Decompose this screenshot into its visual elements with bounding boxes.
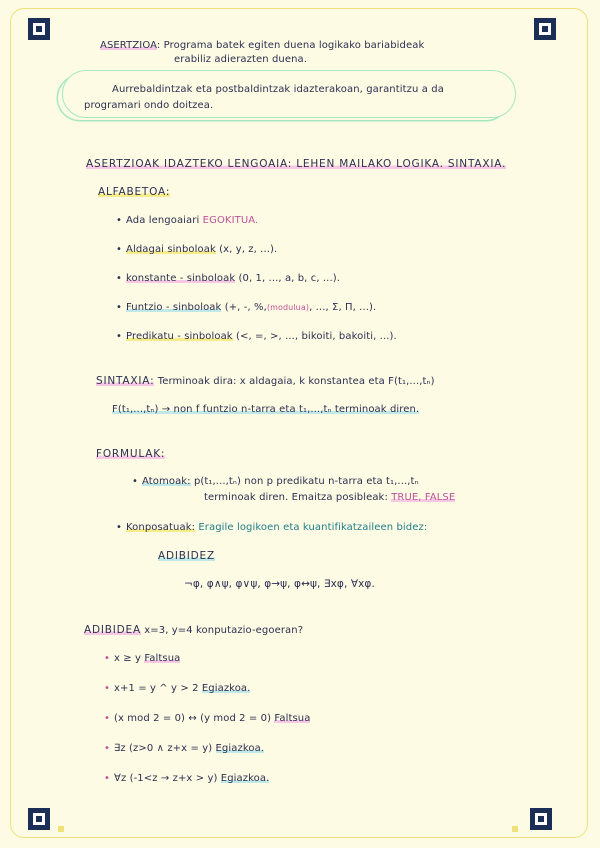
- atomoak-text2: terminoak diren. Emaitza posibleak:: [204, 492, 388, 503]
- sintaxia-line1: [96, 375, 435, 387]
- sintaxia-text2: F(t₁,...,tₙ) → non f funtzio n-tarra eta t₁,...,tₙ terminoak diren.: [112, 404, 420, 415]
- adibidea-result: Faltsua: [274, 713, 311, 724]
- bullet: •: [104, 653, 110, 664]
- alfabetoa-item-label: Predikatu - sinboloak: [126, 331, 233, 342]
- bullet: •: [116, 244, 122, 255]
- bullet: •: [116, 215, 122, 226]
- adibidea-expr: x ≥ y: [114, 653, 142, 664]
- konposatuak-label: Konposatuak:: [126, 522, 196, 533]
- adibidez-text: ADIBIDEZ: [158, 550, 215, 562]
- alfabetoa-item: [126, 273, 340, 284]
- alfabetoa-item-label: Aldagai sinboloak: [126, 244, 216, 255]
- sintaxia-term: SINTAXIA:: [96, 375, 155, 387]
- asertzioa-term: ASERTZIOA: [100, 40, 157, 51]
- note-line2: programari ondo doitzea.: [84, 100, 214, 111]
- adibidea-result: Faltsua: [144, 653, 181, 664]
- adibidea-heading: ADIBIDEA: [84, 624, 141, 636]
- bullet: •: [116, 302, 122, 313]
- adibidea-result: Egiazkoa.: [201, 683, 251, 694]
- note-line1: Aurrebaldintzak eta postbaldintzak idazterakoan, garantitzu a da: [112, 84, 444, 95]
- alfabetoa-item-label: Funtzio - sinboloak: [126, 302, 222, 313]
- bullet: •: [104, 713, 110, 724]
- corner-mark-top-right: [534, 18, 556, 40]
- adibidea-expr: ∀z (-1<z → z+x > y): [114, 773, 218, 784]
- sintaxia-text1: Terminoak dira: x aldagaia, k konstantea eta F(t₁,...,tₙ): [157, 376, 435, 387]
- alfabetoa-heading-text: ALFABETOA:: [98, 186, 171, 198]
- asertzioa-def-line2: erabiliz adierazten duena.: [174, 54, 308, 65]
- alfabetoa-heading: [98, 186, 170, 198]
- adibidea-line: [84, 624, 303, 636]
- adibidea-expr: x+1 = y ^ y > 2: [114, 683, 199, 694]
- formulak-heading-text: FORMULAK:: [96, 448, 166, 460]
- formulak-heading: [96, 448, 165, 460]
- bullet: •: [116, 522, 122, 533]
- atomoak-text1: p(t₁,...,tₙ) non p predikatu n-tarra eta t₁,...,tₙ: [193, 476, 419, 487]
- bullet: •: [132, 476, 138, 487]
- adibidea-item: [114, 713, 310, 724]
- alfabetoa-item-value: (x, y, z, ...).: [219, 244, 278, 255]
- formula-examples: ¬φ, φ∧ψ, φ∨ψ, φ→ψ, φ↔ψ, ∃xφ, ∀xφ.: [184, 578, 375, 590]
- atomoak-values: TRUE, FALSE: [391, 492, 456, 503]
- alfabetoa-item-extra: (modulua): [266, 303, 310, 312]
- asertzioa-def-line1: : Programa batek egiten duena logikako bariabideak: [156, 40, 425, 51]
- alfabetoa-item: [126, 331, 397, 342]
- adibidea-item: [114, 743, 264, 754]
- adibidea-item: [114, 773, 269, 784]
- adibidea-expr: (x mod 2 = 0) ↔ (y mod 2 = 0): [114, 713, 272, 724]
- adibidea-result: Egiazkoa.: [215, 743, 265, 754]
- alfabetoa-item-value: (<, =, >, ..., bikoiti, bakoiti, ...).: [235, 331, 397, 342]
- alfabetoa-item: [126, 244, 277, 255]
- corner-dot: [512, 826, 518, 832]
- alfabetoa-item-value: EGOKITUA.: [202, 215, 259, 226]
- konposatuak-line: [126, 522, 427, 533]
- atomoak-label: Atomoak:: [142, 476, 191, 487]
- atomoak-line2: [204, 492, 455, 503]
- corner-mark-top-left: [28, 18, 50, 40]
- bullet: •: [104, 773, 110, 784]
- asertzioa-definition: [100, 40, 424, 51]
- adibidea-expr: ∃z (z>0 ∧ z+x = y): [114, 743, 213, 754]
- corner-mark-bottom-left: [28, 808, 50, 830]
- alfabetoa-item-value: (0, 1, ..., a, b, c, ...).: [238, 273, 341, 284]
- adibidea-item: [114, 653, 180, 664]
- corner-mark-bottom-right: [530, 808, 552, 830]
- bullet: •: [104, 683, 110, 694]
- corner-dot: [58, 826, 64, 832]
- adibidez-label: [158, 550, 215, 562]
- adibidea-result: Egiazkoa.: [220, 773, 270, 784]
- sintaxia-line2: [112, 404, 419, 415]
- konposatuak-text: Eragile logikoen eta kuantifikatzaileen bidez:: [198, 522, 428, 533]
- alfabetoa-item-tail: , ..., Σ, Π, ...).: [309, 302, 377, 313]
- bullet: •: [116, 331, 122, 342]
- bullet: •: [104, 743, 110, 754]
- alfabetoa-item: [126, 302, 376, 313]
- bullet: •: [116, 273, 122, 284]
- lengoaia-heading: [86, 158, 506, 170]
- alfabetoa-item-label: konstante - sinboloak: [126, 273, 236, 284]
- adibidea-item: [114, 683, 250, 694]
- atomoak-line1: [142, 476, 419, 487]
- adibidea-context: x=3, y=4 konputazio-egoeran?: [144, 625, 304, 636]
- alfabetoa-item: [126, 215, 258, 226]
- alfabetoa-item-label: Ada lengoaiari: [126, 215, 200, 226]
- lengoaia-heading-text: ASERTZIOAK IDAZTEKO LENGOAIA: LEHEN MAILAKO LOGIKA. SINTAXIA.: [86, 158, 507, 170]
- alfabetoa-item-value: (+, -, %,: [224, 302, 267, 313]
